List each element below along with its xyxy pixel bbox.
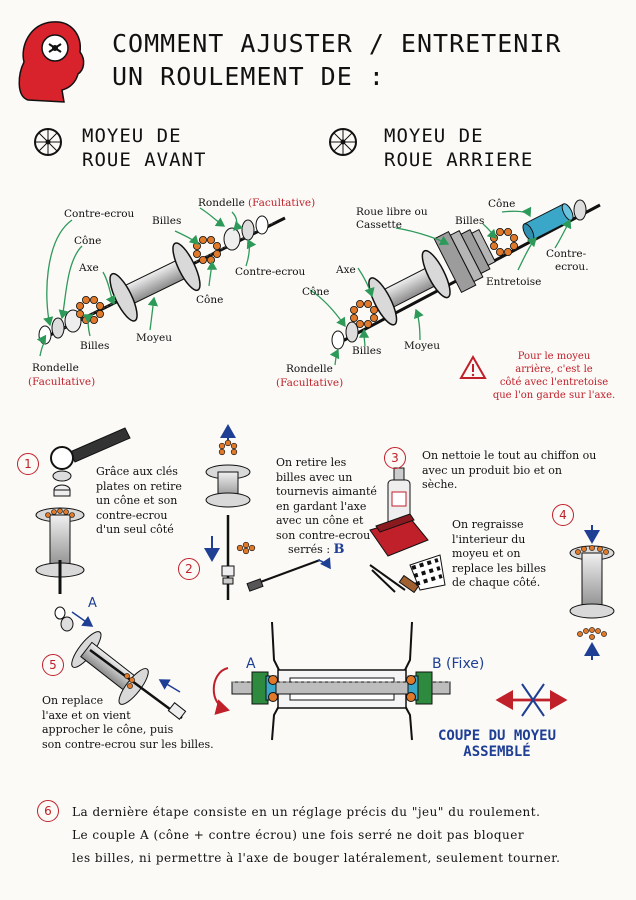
step5-ref-a: A [88, 596, 97, 611]
label-cassette: Cassette [356, 219, 402, 231]
label-facultative: (Facultative) [248, 197, 316, 209]
label-cone-left-rear: Cône [302, 286, 330, 298]
step-number-1: 1 [17, 453, 39, 475]
step4-text: On regraisse l'interieur du moyeu et on replace les billes de chaque côté. [452, 518, 546, 589]
label-billes: Billes [152, 215, 182, 227]
label-axe-rear: Axe [336, 264, 356, 276]
label-billes-rear: Billes [455, 215, 485, 227]
step5-text: On replace l'axe et on vient approcher le cône, puis son contre-ecrou sur les billes. [42, 694, 214, 751]
label-entretoise: Entretoise [486, 276, 542, 288]
step2-text: On retire les billes avec un tournevis aimanté en gardant l'axe avec un cône et son contre-ecrou serrés : B [276, 456, 377, 557]
step-number-6: 6 [37, 800, 59, 822]
section-caption: COUPE DU MOYEU ASSEMBLÉ [438, 728, 557, 760]
label-facultative-rear: (Facultative) [276, 377, 344, 389]
step1-text: Grâce aux clés plates on retire un cône et son contre-ecrou d'un seul côté [96, 465, 182, 536]
label-moyeu: Moyeu [136, 332, 172, 344]
label-rondelle: Rondelle [198, 197, 245, 209]
logo-head-icon [19, 22, 83, 102]
front-wheel-icon [35, 129, 61, 155]
label-facultative-bottom: (Facultative) [28, 376, 96, 388]
label-contre-ecrou: Contre-ecrou [64, 208, 135, 220]
label-roue-libre: Roue libre ou [356, 206, 428, 218]
step6-text: La dernière étape consiste en un réglage précis du "jeu" du roulement. Le couple A (cône + contre écrou) une fois serré ne doit pas bloquer les billes, ni permettre à l'axe de bouger latéralement, seulement tourner. [72, 805, 561, 865]
step4-hub-regrease-drawing [570, 525, 614, 660]
rear-hub-heading-1: MOYEU DE [384, 125, 484, 147]
step-number-5: 5 [42, 654, 64, 676]
rear-hub-heading-2: ROUE ARRIERE [384, 149, 534, 171]
label-ecrou-rear: ecrou. [555, 261, 589, 273]
rear-hub-warning-note: Pour le moyeu arrière, c'est le côté avec l'entretoise que l'on garde sur l'axe. [492, 351, 616, 401]
label-cone-rear: Cône [488, 198, 516, 210]
label-axe: Axe [79, 262, 99, 274]
label-rondelle-bottom: Rondelle [32, 362, 79, 374]
rear-wheel-icon [330, 129, 356, 155]
label-rondelle-rear: Rondelle [286, 363, 333, 375]
step-number-4: 4 [552, 504, 574, 526]
label-cone: Cône [74, 235, 102, 247]
step-number-3: 3 [384, 447, 406, 469]
page-title-line2: UN ROULEMENT DE : [112, 62, 385, 91]
front-hub-heading-2: ROUE AVANT [82, 149, 207, 171]
label-contre-ecrou-rear: Contre- [546, 248, 587, 260]
page-title-line1: COMMENT AJUSTER / ENTRETENIR [112, 29, 562, 58]
label-moyeu-rear: Moyeu [404, 340, 440, 352]
label-contre-ecrou-right: Contre-ecrou [235, 266, 306, 278]
step-number-2: 2 [178, 558, 200, 580]
label-cone-right: Cône [196, 294, 224, 306]
label-billes-bottom-rear: Billes [352, 345, 382, 357]
step3-text: On nettoie le tout au chiffon ou avec un produit bio et on sèche. [422, 449, 597, 491]
step2-ref-b: B [333, 542, 345, 557]
hub-cross-section-drawing [214, 622, 565, 740]
label-billes-bottom: Billes [80, 340, 110, 352]
warning-icon [461, 357, 485, 378]
section-label-b: B (Fixe) [432, 656, 485, 672]
front-hub-heading-1: MOYEU DE [82, 125, 182, 147]
section-label-a: A [246, 656, 256, 672]
